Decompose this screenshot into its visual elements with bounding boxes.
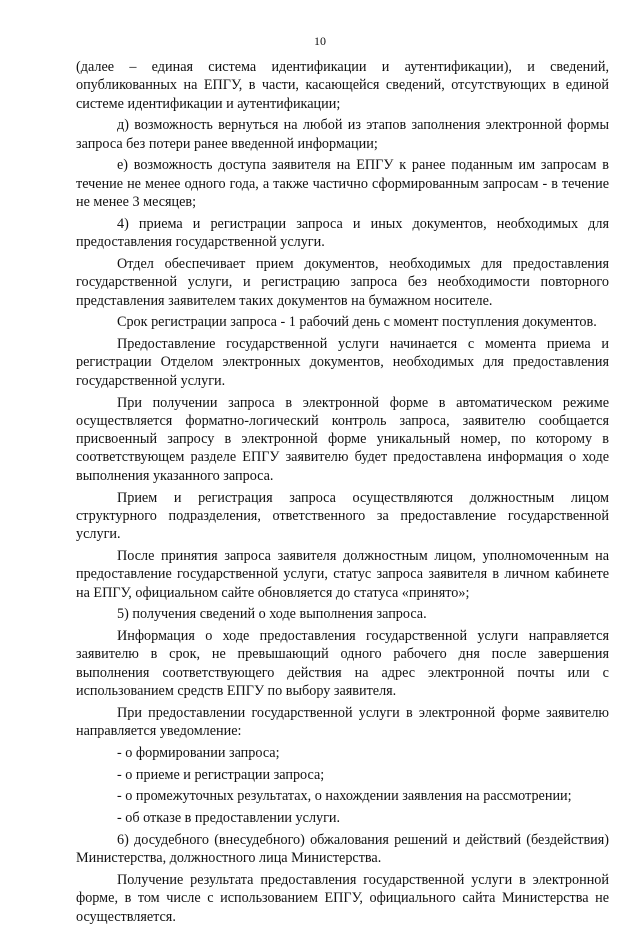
paragraph: Срок регистрации запроса - 1 рабочий день с момент поступления документов. (117, 314, 597, 331)
list-item: - об отказе в предоставлении услуги. (117, 810, 341, 827)
paragraph: (далее – единая система идентификации и аутентификации), и сведений, опубликованных на ЕПГУ, в части, касающейся сведений, отсутствующих в единой системе идентификации и аутентификации; (76, 59, 609, 112)
paragraph: Получение результата предоставления государственной услуги в электронной форме, в том числе с использованием ЕПГУ, официального сайта Министерства не осуществляется. (76, 872, 609, 925)
list-item: - о приеме и регистрации запроса; (117, 766, 325, 783)
paragraph: 5) получения сведений о ходе выполнения запроса. (117, 606, 427, 623)
paragraph: Предоставление государственной услуги начинается с момента приема и регистрации Отделом электронных документов, необходимых для предоставления государственной услуги. (76, 336, 609, 389)
paragraph: После принятия запроса заявителя должностным лицом, уполномоченным на предоставление государственной услуги, статус запроса заявителя в личном кабинете на ЕПГУ, официальном сайте обновляется до статуса «принято»; (76, 547, 609, 601)
paragraph: При предоставлении государственной услуги в электронной форме заявителю направляется уведомление: (76, 704, 609, 740)
paragraph: 6) досудебного (внесудебного) обжалования решений и действий (бездействия) Министерства, должностного лица Министерства. (76, 832, 609, 867)
paragraph: д) возможность вернуться на любой из этапов заполнения электронной формы запроса без потери ранее введенной информации; (76, 117, 609, 152)
page-number: 10 (314, 34, 326, 48)
paragraph: е) возможность доступа заявителя на ЕПГУ к ранее поданным им запросам в течение не менее одного года, а также частично сформированным запросам - в течение не менее 3 месяцев; (76, 157, 609, 211)
paragraph: Отдел обеспечивает прием документов, необходимых для предоставления государственной услуги, и регистрацию запроса без необходимости повторного представления заявителем таких документов на бумажном носителе. (76, 255, 609, 309)
paragraph: Информация о ходе предоставления государственной услуги направляется заявителю в срок, не превышающий одного рабочего дня после завершения выполнения соответствующего действия на адрес электронной почты или с использованием средств ЕПГУ по выбору заявителя. (76, 628, 609, 699)
document-body (76, 58, 609, 930)
list-item: - о формировании запроса; (117, 744, 280, 761)
list-item: - о промежуточных результатах, о нахождении заявления на рассмотрении; (117, 788, 572, 805)
paragraph: При получении запроса в электронной форме в автоматическом режиме осуществляется форматно-логический контроль запроса, заявителю сообщается присвоенный запросу в электронной форме уникальный номер, по которому в соответствующем разделе ЕПГУ заявителю будет предоставлена информация о ходе выполнения указанного запроса. (76, 394, 609, 484)
paragraph: 4) приема и регистрации запроса и иных документов, необходимых для предоставления государственной услуги. (76, 215, 609, 251)
paragraph: Прием и регистрация запроса осуществляются должностным лицом структурного подразделения, ответственного за предоставление государственной услуги. (76, 489, 609, 543)
